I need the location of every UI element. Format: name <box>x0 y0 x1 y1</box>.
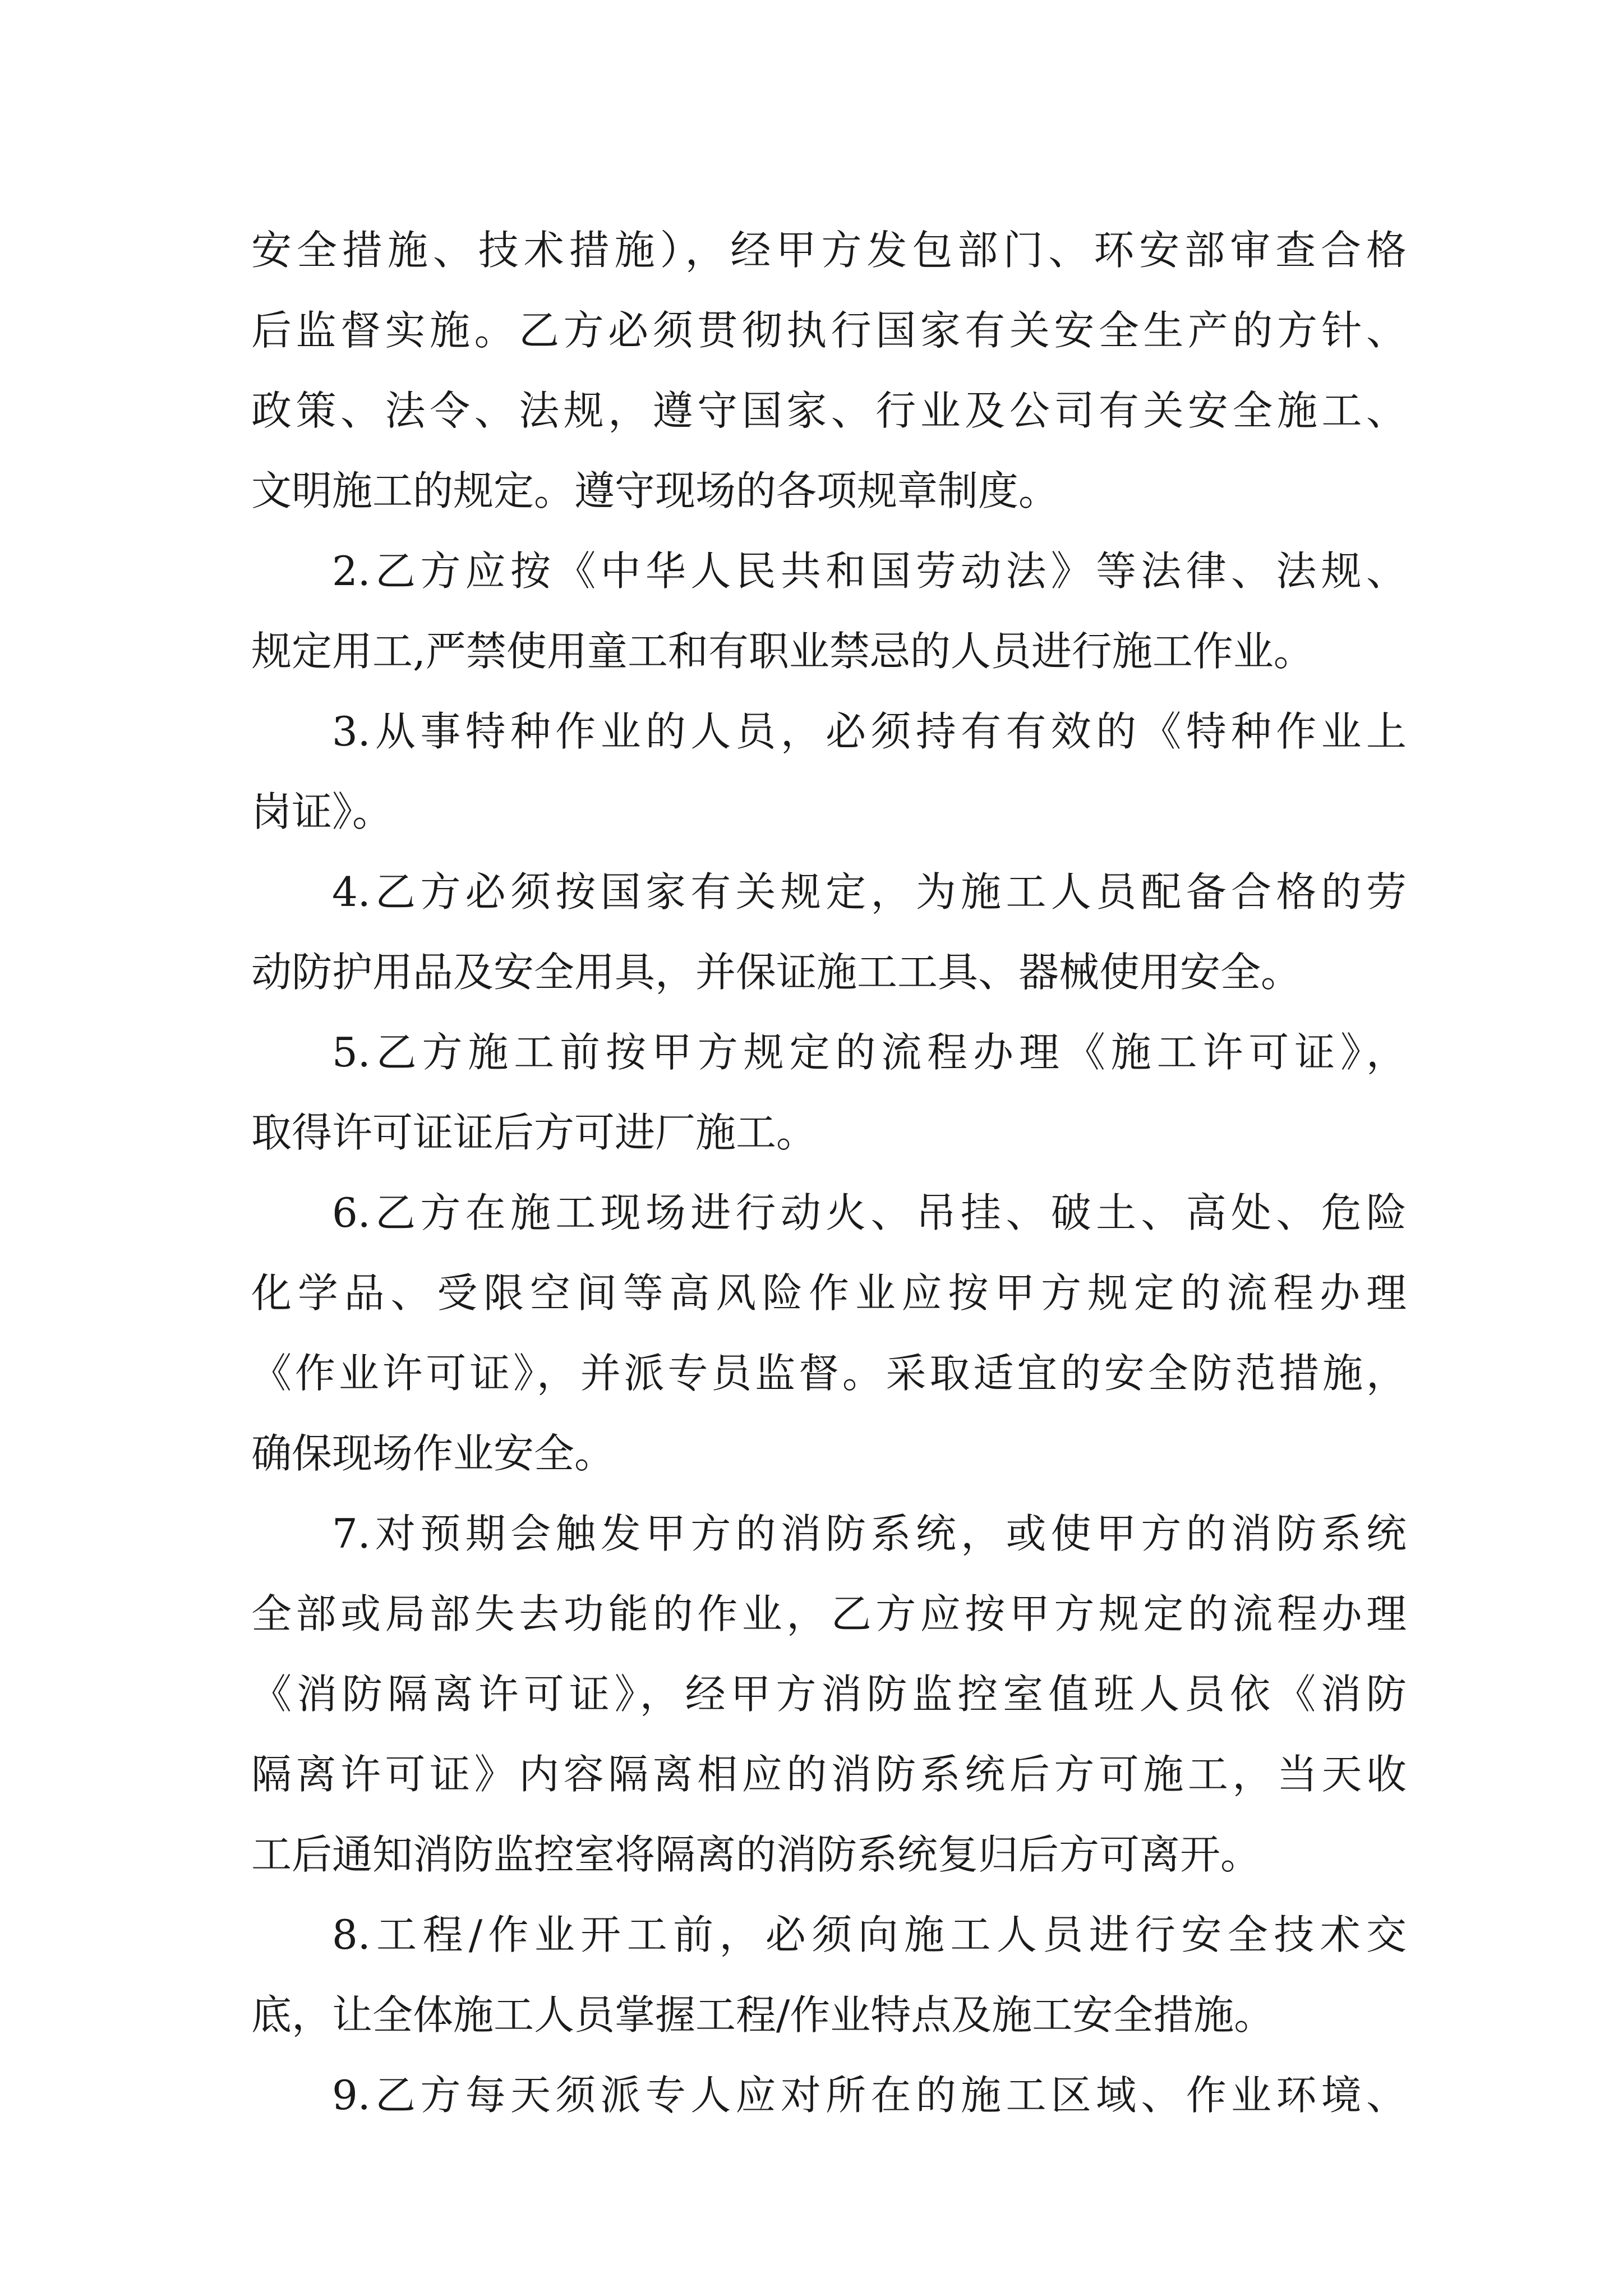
text-line: 6.乙方在施工现场进行动火、吊挂、破土、高处、危险 <box>332 1189 1407 1236</box>
text-line: 后监督实施。乙方必须贯彻执行国家有关安全生产的方针、 <box>251 307 1407 354</box>
text-line: 2.乙方应按《中华人民共和国劳动法》等法律、法规、 <box>332 547 1407 595</box>
text-line: 9.乙方每天须派专人应对所在的施工区域、作业环境、 <box>332 2072 1407 2119</box>
text-line: 动防护用品及安全用具，并保证施工工具、器械使用安全。 <box>251 949 1302 996</box>
paragraph-2 <box>251 531 1407 692</box>
text-line: 全部或局部失去功能的作业，乙方应按甲方规定的流程办理 <box>251 1590 1407 1637</box>
text-line: 安全措施、技术措施），经甲方发包部门、环安部审查合格 <box>251 227 1407 274</box>
paragraph-6 <box>251 1173 1407 1494</box>
document-body <box>251 210 1407 2136</box>
text-line: 3.从事特种作业的人员，必须持有有效的《特种作业上 <box>332 708 1407 755</box>
text-line: 确保现场作业安全。 <box>251 1430 615 1477</box>
text-line: 规定用工,严禁使用童工和有职业禁忌的人员进行施工作业。 <box>251 628 1314 675</box>
text-line: 化学品、受限空间等高风险作业应按甲方规定的流程办理 <box>251 1269 1407 1317</box>
text-line: 政策、法令、法规，遵守国家、行业及公司有关安全施工、 <box>251 387 1407 434</box>
text-line: 工后通知消防监控室将隔离的消防系统复归后方可离开。 <box>251 1831 1261 1878</box>
text-line: 《作业许可证》，并派专员监督。采取适宜的安全防范措施， <box>251 1350 1407 1397</box>
text-line: 岗证》。 <box>251 788 393 835</box>
paragraph-1 <box>251 210 1407 531</box>
text-line: 7.对预期会触发甲方的消防系统，或使甲方的消防系统 <box>332 1510 1407 1557</box>
paragraph-3 <box>251 692 1407 852</box>
text-line: 取得许可证证后方可进厂施工。 <box>251 1109 817 1156</box>
text-line: 8.工程/作业开工前，必须向施工人员进行安全技术交 <box>332 1911 1407 1958</box>
paragraph-4 <box>251 852 1407 1013</box>
text-line: 隔离许可证》内容隔离相应的消防系统后方可施工，当天收 <box>251 1751 1407 1798</box>
text-line: 5.乙方施工前按甲方规定的流程办理《施工许可证》， <box>332 1029 1407 1076</box>
text-line: 4.乙方必须按国家有关规定，为施工人员配备合格的劳 <box>332 868 1407 915</box>
paragraph-5 <box>251 1013 1407 1173</box>
text-line: 文明施工的规定。遵守现场的各项规章制度。 <box>251 467 1059 514</box>
text-line: 底，让全体施工人员掌握工程/作业特点及施工安全措施。 <box>251 1991 1275 2039</box>
paragraph-8 <box>251 1895 1407 2055</box>
paragraph-9 <box>251 2055 1407 2136</box>
paragraph-7 <box>251 1494 1407 1895</box>
text-line: 《消防隔离许可证》，经甲方消防监控室值班人员依《消防 <box>251 1671 1407 1718</box>
